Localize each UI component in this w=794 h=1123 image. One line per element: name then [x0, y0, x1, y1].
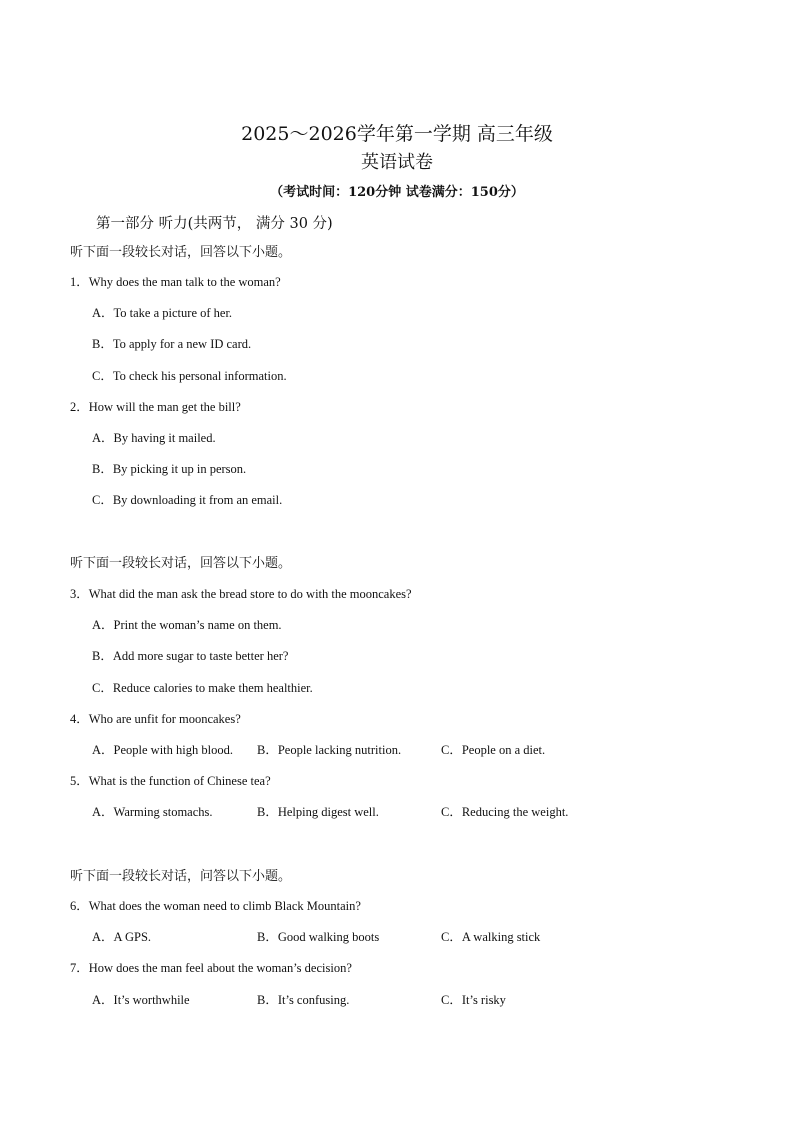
question-stem: 6．What does the woman need to climb Black Mountain?	[70, 899, 361, 913]
option-c: C．To check his personal information.	[92, 369, 287, 383]
option-c: C．Reducing the weight.	[441, 805, 569, 819]
option-a: A．People with high blood.	[92, 743, 233, 757]
option-c: C．It’s risky	[441, 993, 506, 1007]
option-b: B．People lacking nutrition.	[257, 743, 402, 757]
option-a: A．It’s worthwhile	[92, 993, 190, 1007]
question-stem: 1．Why does the man talk to the woman?	[70, 275, 281, 289]
option-a: A．A GPS.	[92, 930, 152, 944]
option-c: C．By downloading it from an email.	[92, 493, 283, 507]
option-c: C．Reduce calories to make them healthier.	[92, 681, 313, 695]
option-b: B．Helping digest well.	[257, 805, 379, 819]
option-b: B．To apply for a new ID card.	[92, 337, 252, 351]
exam-title: 2025～2026学年第一学期 高三年级	[241, 123, 553, 145]
group-instruction: 听下面一段较长对话，回答以下小题。	[70, 245, 292, 260]
option-b: B．Add more sugar to taste better her?	[92, 649, 289, 663]
question-stem: 5．What is the function of Chinese tea?	[70, 774, 271, 788]
group-instruction: 听下面一段较长对话，回答以下小题。	[70, 556, 292, 571]
option-c: C．A walking stick	[441, 930, 541, 944]
question-stem: 4．Who are unfit for mooncakes?	[70, 712, 241, 726]
option-a: A．To take a picture of her.	[92, 306, 233, 320]
option-c: C．People on a diet.	[441, 743, 546, 757]
question-stem: 3．What did the man ask the bread store to do with the mooncakes?	[70, 587, 412, 601]
option-a: A．Warming stomachs.	[92, 805, 213, 819]
option-b: B．By picking it up in person.	[92, 462, 247, 476]
option-b: B．It’s confusing.	[257, 993, 350, 1007]
option-b: B．Good walking boots	[257, 930, 380, 944]
question-stem: 7．How does the man feel about the woman’s decision?	[70, 961, 352, 975]
option-a: A．By having it mailed.	[92, 431, 216, 445]
section-title: 第一部分 听力(共两节， 满分 30 分)	[96, 216, 333, 232]
question-stem: 2．How will the man get the bill?	[70, 400, 241, 414]
option-a: A．Print the woman’s name on them.	[92, 618, 282, 632]
exam-meta: （考试时间：120分钟 试卷满分：150分）	[270, 185, 524, 200]
group-instruction: 听下面一段较长对话，问答以下小题。	[70, 869, 292, 884]
exam-subtitle: 英语试卷	[361, 152, 433, 173]
